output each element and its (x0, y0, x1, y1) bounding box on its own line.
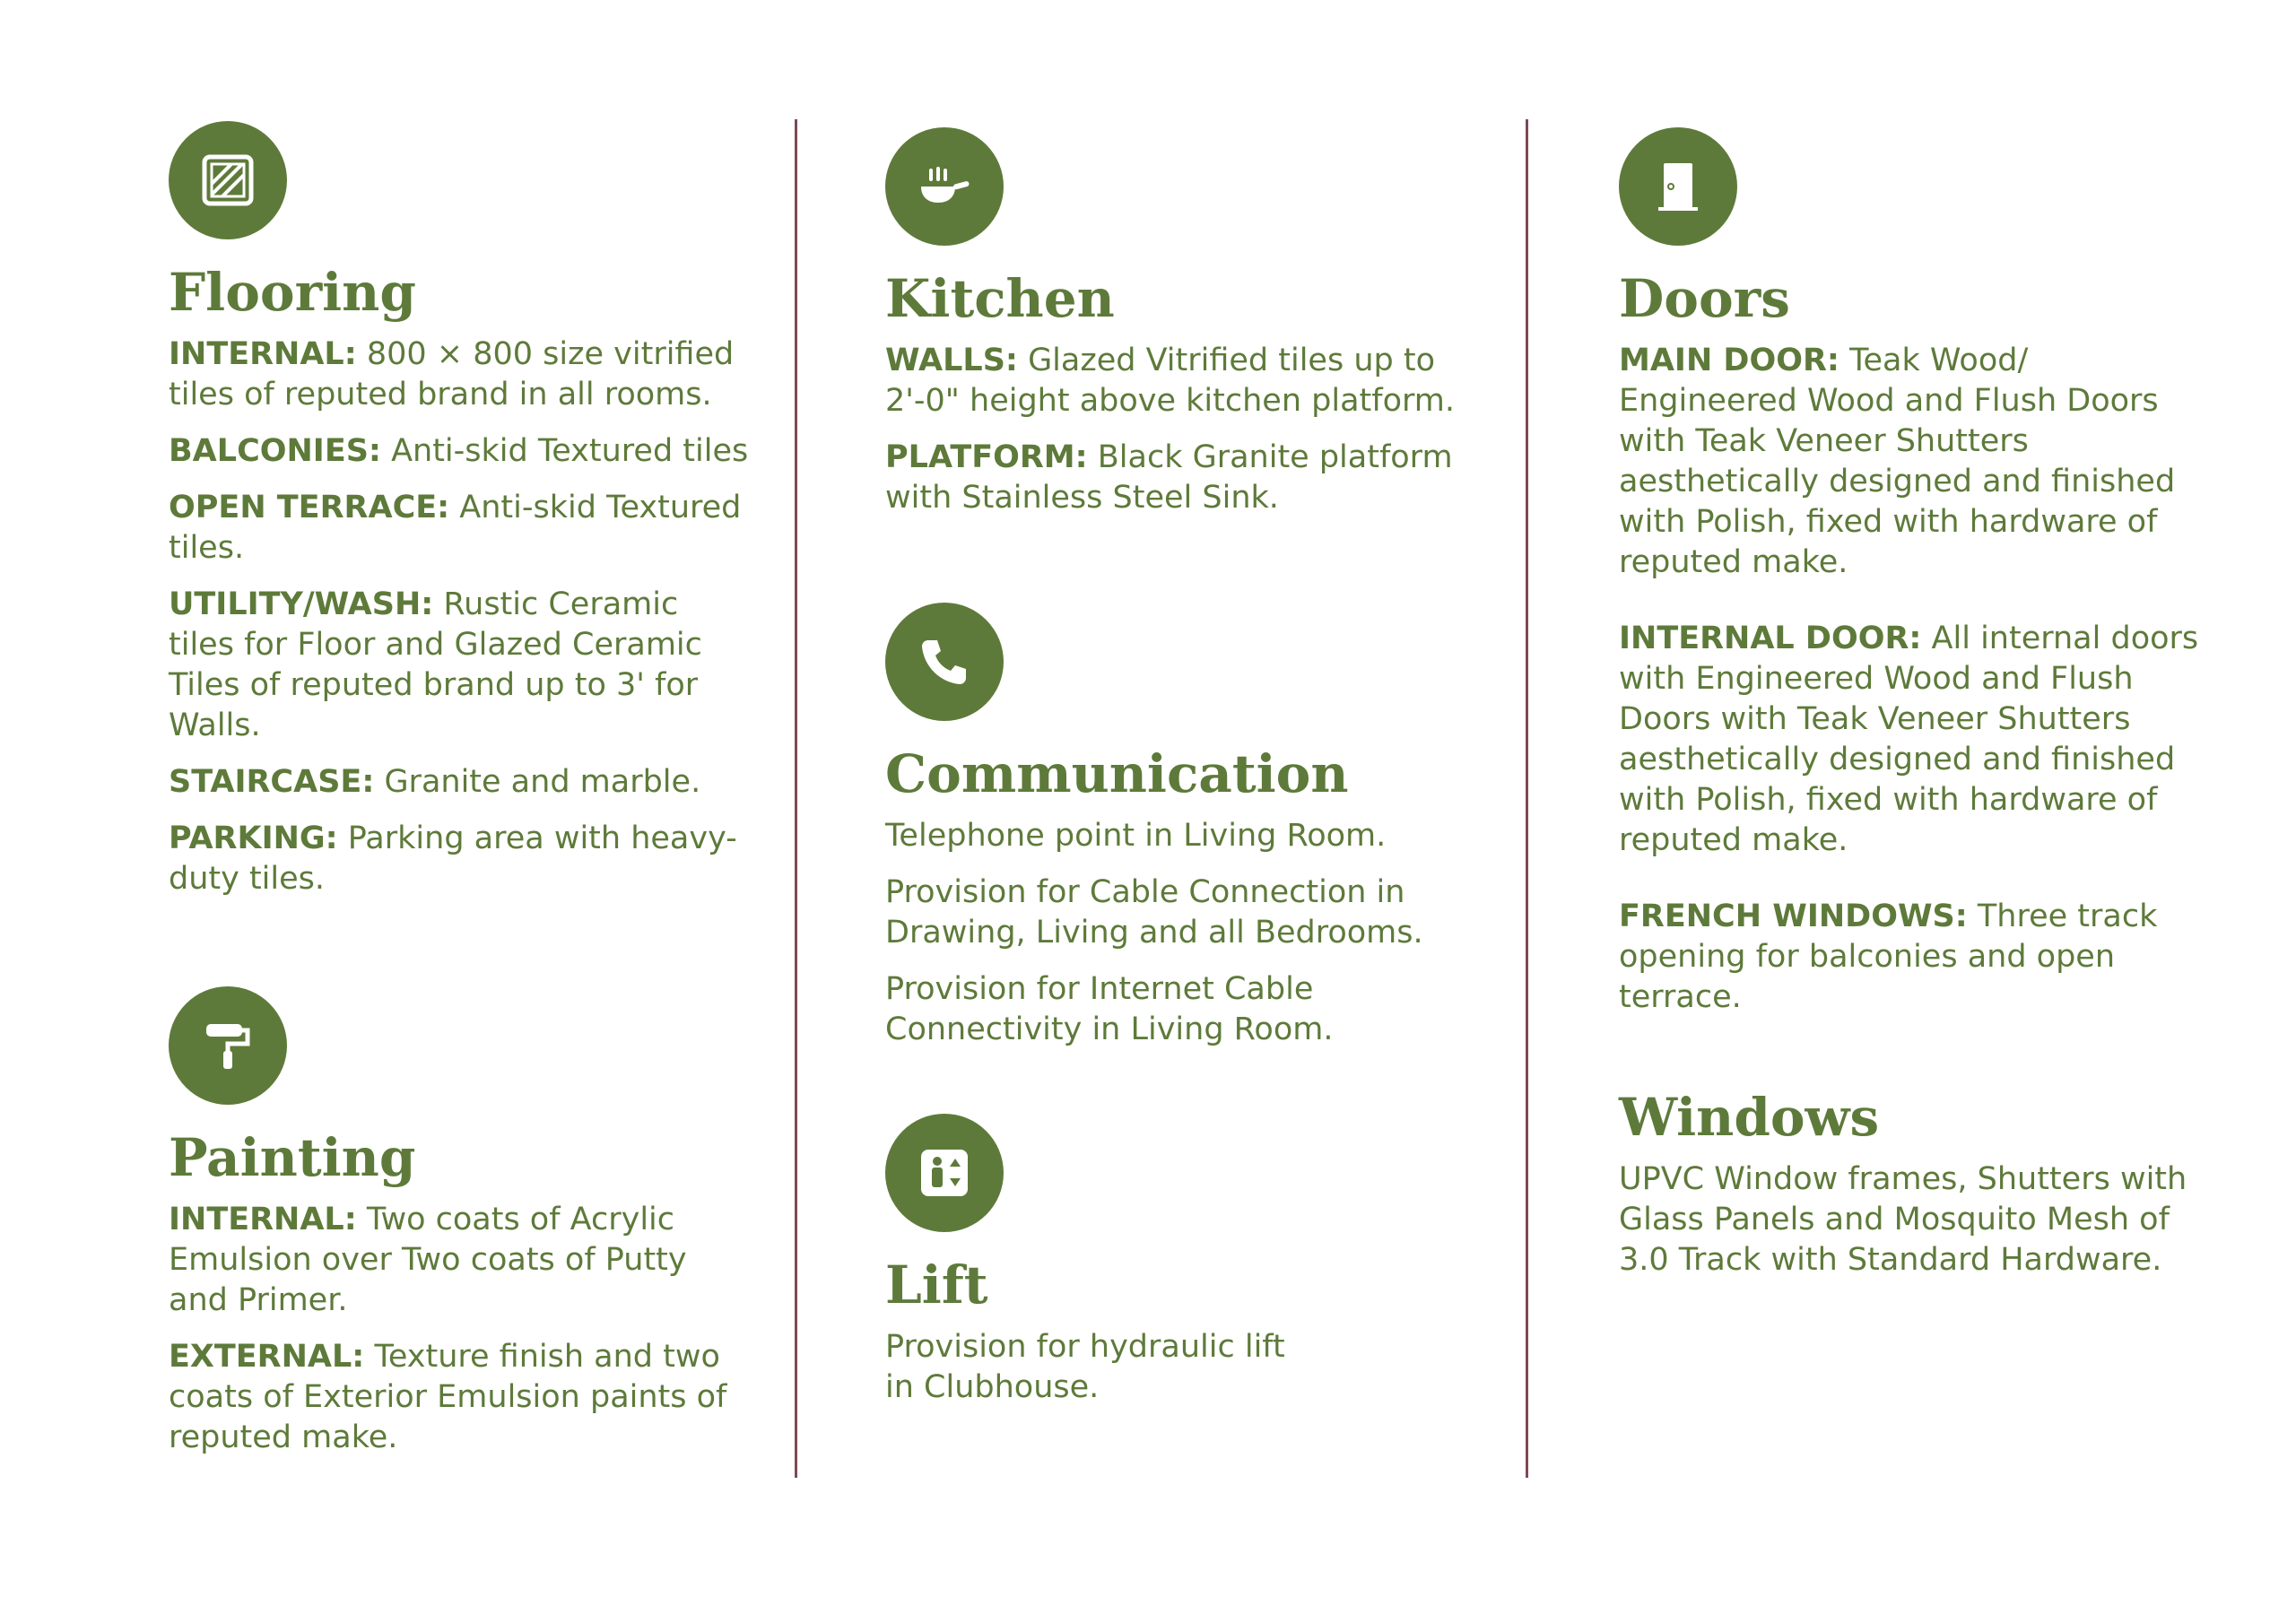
flooring-section (169, 121, 752, 916)
kitchen-title: Kitchen (885, 268, 1115, 329)
doors-item: INTERNAL DOOR: All internal doors with Engineered Wood and Flush Doors with Teak Veneer Shutters aesthetically designed and finished with Polish, fixed with hardware of reputed make. (1619, 620, 2199, 858)
communication-item: Telephone point in Living Room. (885, 817, 1387, 854)
flooring-item: PARKING: Parking area with heavy-duty tiles. (169, 820, 737, 897)
floor-tile-icon (169, 121, 287, 239)
painting-item: INTERNAL: Two coats of Acrylic Emulsion over Two coats of Putty and Primer. (169, 1201, 687, 1318)
paint-roller-icon (169, 986, 287, 1105)
painting-title: Painting (169, 1127, 416, 1188)
windows-title: Windows (1619, 1087, 1880, 1148)
painting-item: EXTERNAL: Texture finish and two coats of Exterior Emulsion paints of reputed make. (169, 1338, 727, 1455)
kitchen-section (885, 127, 1468, 534)
communication-section (885, 603, 1468, 1066)
flooring-item: INTERNAL: 800 × 800 size vitrified tiles of reputed brand in all rooms. (169, 335, 735, 412)
kitchen-item: PLATFORM: Black Granite platform with Stainless Steel Sink. (885, 438, 1453, 516)
flooring-item: UTILITY/WASH: Rustic Ceramic tiles for Floor and Glazed Ceramic Tiles of reputed brand up to 3' for Walls. (169, 586, 702, 743)
lift-title: Lift (885, 1254, 988, 1315)
flooring-title: Flooring (169, 262, 416, 323)
lift-section (885, 1114, 1468, 1424)
windows-item: UPVC Window frames, Shutters with Glass Panels and Mosquito Mesh of 3.0 Track with Standard Hardware. (1619, 1160, 2187, 1278)
door-icon (1619, 127, 1737, 246)
elevator-icon (885, 1114, 1004, 1232)
flooring-item: STAIRCASE: Granite and marble. (169, 763, 701, 800)
windows-section (1619, 1089, 2202, 1297)
painting-section (169, 986, 752, 1474)
communication-title: Communication (885, 743, 1349, 804)
column-divider-right (1526, 119, 1528, 1478)
communication-item: Provision for Internet Cable Connectivity in Living Room. (885, 970, 1334, 1047)
doors-item: FRENCH WINDOWS: Three track opening for balconies and open terrace. (1619, 898, 2158, 1015)
doors-item: MAIN DOOR: Teak Wood/ Engineered Wood and Flush Doors with Teak Veneer Shutters aesthetically designed and finished with Polish, fixed with hardware of reputed make. (1619, 342, 2176, 580)
kitchen-item: WALLS: Glazed Vitrified tiles up to 2'-0" height above kitchen platform. (885, 342, 1455, 419)
telephone-icon (885, 603, 1004, 721)
cooking-pan-icon (885, 127, 1004, 246)
lift-item: Provision for hydraulic lift in Clubhouse. (885, 1328, 1285, 1405)
column-divider-left (795, 119, 797, 1478)
doors-title: Doors (1619, 268, 1790, 329)
communication-item: Provision for Cable Connection in Drawing, Living and all Bedrooms. (885, 873, 1423, 951)
doors-section (1619, 127, 2202, 1034)
flooring-item: BALCONIES: Anti-skid Textured tiles (169, 432, 749, 469)
flooring-item: OPEN TERRACE: Anti-skid Textured tiles. (169, 489, 742, 566)
